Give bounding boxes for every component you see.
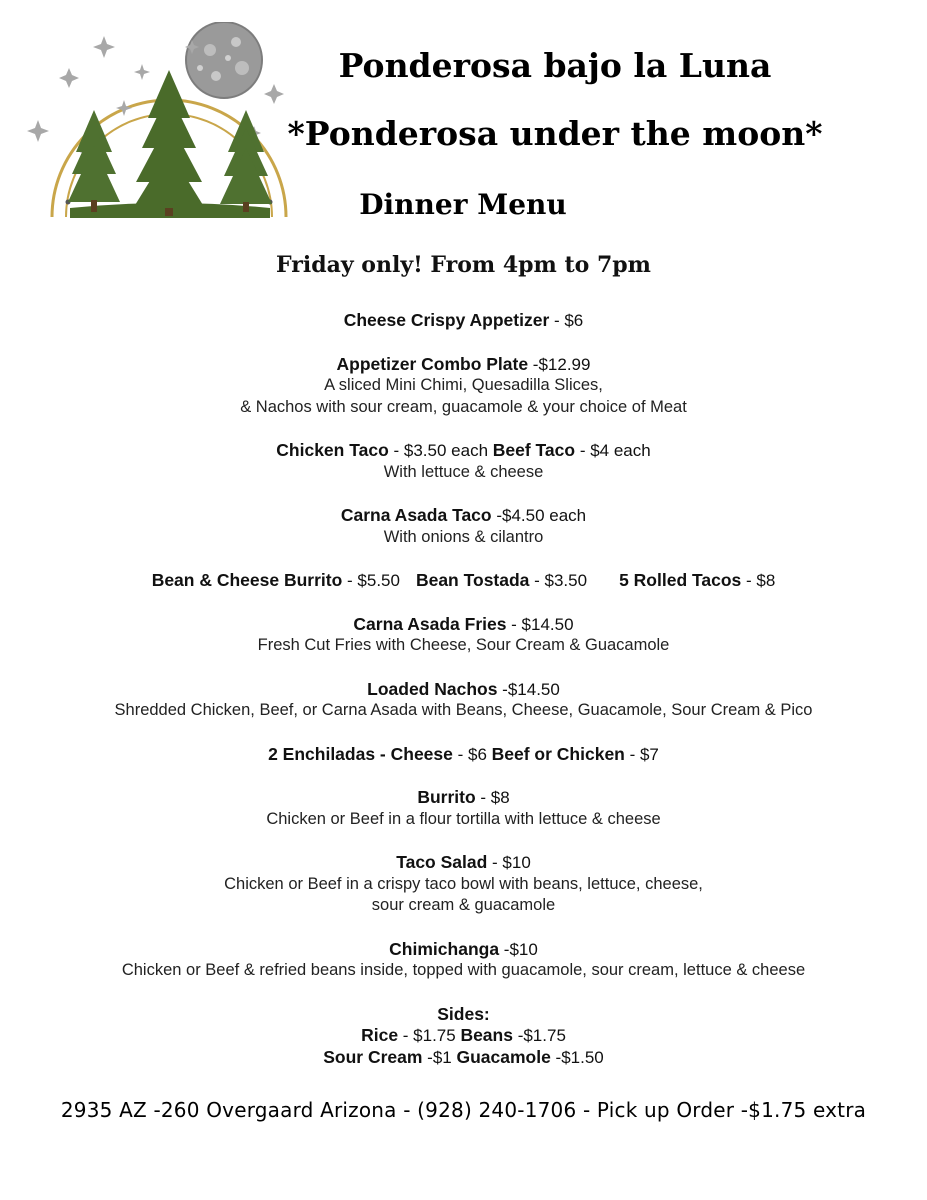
item-description: Shredded Chicken, Beef, or Carna Asada with Beans, Cheese, Guacamole, Sour Cream & Pico — [114, 701, 813, 719]
menu-item-loaded-nachos — [0, 679, 927, 722]
menu-item-burrito — [0, 787, 927, 830]
item-description: Chicken or Beef in a flour tortilla with lettuce & cheese — [266, 809, 661, 828]
item-name: 5 Rolled Tacos — [619, 570, 742, 590]
menu-sides — [0, 1004, 927, 1069]
item-price: -$10 — [499, 939, 538, 959]
menu-item-cheese-crispy — [0, 310, 927, 332]
item-description: Chicken or Beef & refried beans inside, topped with guacamole, sour cream, lettuce & cheese — [121, 961, 806, 979]
restaurant-title: Ponderosa bajo la Luna — [338, 46, 772, 85]
address-footer: 2935 AZ -260 Overgaard Arizona - (928) 240-1706 - Pick up Order -$1.75 extra — [60, 1098, 867, 1122]
item-price: - $1.75 — [398, 1026, 461, 1045]
item-name: 2 Enchiladas - Cheese — [268, 743, 453, 764]
restaurant-subtitle: *Ponderosa under the moon* — [287, 114, 823, 153]
item-price: - $5.50 — [342, 571, 400, 590]
item-name: Beef Taco — [492, 440, 576, 460]
item-name: Carna Asada Taco — [340, 505, 492, 525]
item-price: -$4.50 each — [491, 506, 587, 525]
item-name: Sour Cream — [323, 1046, 423, 1067]
item-name: Burrito — [417, 787, 476, 807]
menu-item-chimichanga — [0, 939, 927, 982]
item-price: -$1.50 — [550, 1047, 604, 1067]
item-price: - $7 — [624, 744, 659, 764]
sides-heading: Sides: — [437, 1003, 490, 1024]
menu-item-carna-asada-fries — [0, 614, 927, 657]
item-price: -$1.75 — [512, 1026, 566, 1045]
hours-text: Friday only! From 4pm to 7pm — [276, 252, 651, 278]
item-price: - $4 each — [575, 441, 651, 460]
item-name: Cheese Crispy Appetizer — [343, 310, 550, 330]
menu-item-combo-plate — [0, 354, 927, 419]
menu-item-trio — [0, 570, 927, 592]
item-price: - $8 — [741, 571, 776, 590]
item-price: - $3.50 each — [388, 441, 493, 460]
item-price: - $8 — [475, 788, 510, 807]
menu-item-tacos — [0, 440, 927, 483]
item-price: -$12.99 — [528, 354, 591, 374]
item-name: Loaded Nachos — [367, 678, 498, 699]
item-name: Rice — [361, 1025, 399, 1045]
item-price: - $10 — [487, 853, 531, 872]
item-name: Appetizer Combo Plate — [336, 353, 529, 374]
item-price: -$14.50 — [497, 679, 560, 699]
item-description: A sliced Mini Chimi, Quesadilla Slices, — [324, 376, 603, 394]
menu-list — [0, 310, 927, 1090]
service-hours — [0, 252, 927, 278]
item-price: - $6 — [549, 311, 584, 330]
item-name: Carna Asada Fries — [353, 613, 507, 634]
item-name: Bean Tostada — [415, 570, 530, 590]
menu-item-taco-salad — [0, 852, 927, 917]
item-price: -$1 — [422, 1047, 457, 1067]
menu-heading: Dinner Menu — [359, 188, 567, 221]
item-description: With lettuce & cheese — [383, 462, 544, 481]
item-name: Beef or Chicken — [491, 743, 625, 764]
item-price: - $6 — [452, 744, 492, 764]
item-description: Fresh Cut Fries with Cheese, Sour Cream & Guacamole — [257, 636, 670, 654]
item-name: Chimichanga — [389, 938, 500, 959]
item-name: Bean & Cheese Burrito — [151, 570, 343, 590]
item-description: & Nachos with sour cream, guacamole & your choice of Meat — [240, 397, 687, 416]
menu-item-enchiladas — [0, 744, 927, 766]
item-name: Chicken Taco — [276, 440, 389, 460]
item-description: sour cream & guacamole — [371, 896, 556, 914]
item-name: Taco Salad — [396, 852, 488, 872]
item-name: Beans — [460, 1025, 513, 1045]
item-description: With onions & cilantro — [383, 527, 544, 546]
item-description: Chicken or Beef in a crispy taco bowl with beans, lettuce, cheese, — [224, 874, 703, 893]
item-name: Guacamole — [456, 1046, 551, 1067]
item-price: - $3.50 — [529, 571, 588, 590]
item-price: - $14.50 — [506, 614, 574, 634]
menu-item-carna-asada-taco — [0, 505, 927, 548]
